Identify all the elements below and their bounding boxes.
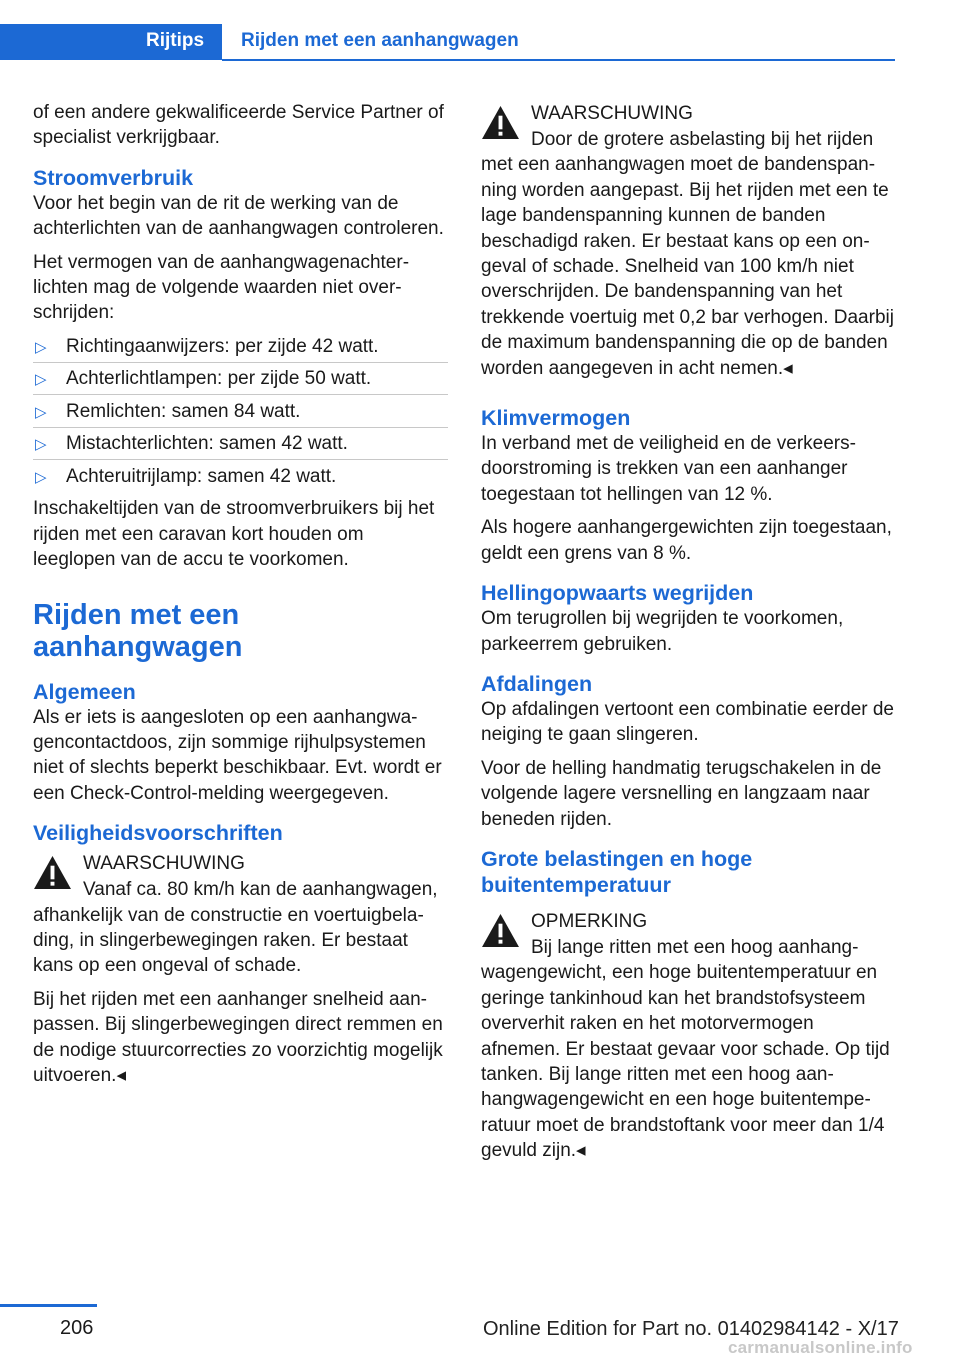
- heading-afdalingen: Afdalingen: [481, 671, 593, 696]
- veiligheid-paragraph: Bij het rijden met een aanhanger snelheid aanpassen. Bij slingerbewegingen direct remmen en de nodige stuurcorrecties zo voorzichtig mogelijk uitvoeren.◂: [33, 988, 443, 1087]
- list-divider: [33, 427, 448, 428]
- footer-rule: [0, 1304, 97, 1307]
- list-item: [33, 431, 448, 456]
- list-item: [33, 399, 448, 424]
- main-heading: Rijden met een aanhangwagen: [33, 598, 243, 663]
- warning-block: [33, 850, 448, 979]
- heading-veiligheidsvoorschriften: Veiligheidsvoorschriften: [33, 821, 283, 846]
- right-column: [481, 100, 896, 1172]
- stroom-paragraph-2: Het vermogen van de aanhangwagenachterlichten mag de volgende waarden niet overschrijden:: [33, 251, 410, 324]
- list-item: [33, 464, 448, 489]
- triangle-bullet-icon: ▷: [35, 468, 47, 486]
- triangle-bullet-icon: ▷: [35, 371, 47, 389]
- warning-label: WAARSCHUWING: [83, 853, 245, 875]
- klim-paragraph-1: In verband met de veiligheid en de verkeersdoorstroming is trekken van een aanhanger toegestaan tot hellingen van 12 %.: [481, 433, 856, 505]
- warning-triangle-icon: [481, 913, 520, 948]
- afdaling-paragraph-1: Op afdalingen vertoont een combinatie eerder de neiging te gaan slingeren.: [481, 698, 894, 746]
- warning-label: WAARSCHUWING: [531, 103, 693, 124]
- warning-text-1: Vanaf ca. 80 km/h kan de aanhangwagen, afhankelijk van de constructie en voertuigbelading, in slingerbewegingen raken. Er bestaat kans op een ongeval of schade.: [33, 879, 438, 977]
- algemeen-paragraph: Als er iets is aangesloten op een aanhangwagencontactdoos, zijn sommige rijhulpsystemen niet of slechts beperkt beschikbaar. Evt. wordt er een Check-Control-melding weergegeven.: [33, 706, 442, 804]
- page-header: [0, 24, 895, 62]
- helling-paragraph: Om terugrollen bij wegrijden te voorkomen, parkeerrem gebruiken.: [481, 608, 844, 655]
- stroom-paragraph-3: Inschakeltijden van de stroomverbruikers bij het rijden met een caravan kort houden om leeglopen van de accu te voorkomen.: [33, 498, 435, 571]
- warning-block: [481, 100, 896, 381]
- list-divider: [33, 362, 448, 363]
- heading-grote-belastingen: Grote belastingen en hoge buitentemperatuur: [481, 846, 753, 897]
- warning-triangle-icon: [33, 855, 72, 890]
- warning-triangle-icon: [481, 105, 520, 140]
- heading-klimvermogen: Klimvermogen: [481, 406, 631, 431]
- list-item-label: Achteruitrijlamp: samen 42 watt.: [66, 465, 337, 487]
- note-text: Bij lange ritten met een hoog aanhangwagengewicht, een hoge buitentemperatuur en geringe tankinhoud kan het brandstofsysteem oververhit raken en het motorvermogen afnemen. Er bestaat gevaar voor schade. Op tijd tanken. Bij lange ritten met een hoog aanhangwagengewicht en een hoge buitentemperatuur moet de brandstoftank voor meer dan 1/4 gevuld zijn.◂: [481, 936, 890, 1162]
- note-label: OPMERKING: [531, 910, 648, 932]
- list-divider: [33, 394, 448, 395]
- triangle-bullet-icon: ▷: [35, 403, 47, 421]
- heading-algemeen: Algemeen: [33, 679, 136, 704]
- afdaling-paragraph-2: Voor de helling handmatig terugschakelen in de volgende lagere versnelling en langzaam naar beneden rijden.: [481, 757, 882, 830]
- page-number: 206: [60, 1317, 94, 1339]
- list-item-label: Mistachterlichten: samen 42 watt.: [66, 433, 348, 455]
- warning-text-block: [33, 877, 448, 979]
- list-divider: [33, 459, 448, 460]
- list-item: [33, 334, 448, 359]
- klim-paragraph-2: Als hogere aanhangergewichten zijn toegestaan, geldt een grens van 8 %.: [481, 517, 892, 564]
- header-rule: [222, 59, 895, 61]
- triangle-bullet-icon: ▷: [35, 436, 47, 454]
- intro-paragraph: of een andere gekwalificeerde Service Partner of specialist verkrijgbaar.: [33, 102, 444, 149]
- list-item-label: Remlichten: samen 84 watt.: [66, 400, 301, 422]
- stroom-paragraph-1: Voor het begin van de rit de werking van de achterlichten van de aanhangwagen controleren.: [33, 192, 444, 240]
- heading-stroomverbruik: Stroomverbruik: [33, 165, 194, 190]
- warning-text: Door de grotere asbelasting bij het rijden met een aanhangwagen moet de bandenspanning worden aangepast. Bij het rijden met een te lage bandenspanning kunnen de banden beschadigd raken. Er bestaat kans op een ongeval of schade. Snelheid van 100 km/h niet overschrijden. De bandenspanning van het trekkende voertuig met 0,2 bar verhogen. Daarbij de maximum bandenspanning die op de banden worden aangegeven in acht nemen.◂: [481, 129, 894, 379]
- left-column: [33, 100, 448, 1096]
- triangle-bullet-icon: ▷: [35, 338, 47, 356]
- header-section-title: Rijtips: [146, 30, 205, 51]
- list-item-label: Achterlichtlampen: per zijde 50 watt.: [66, 368, 372, 390]
- header-chapter-title: Rijden met een aanhangwagen: [241, 30, 519, 51]
- wattage-list: [33, 334, 448, 489]
- list-item: [33, 366, 448, 391]
- list-item-label: Richtingaanwijzers: per zijde 42 watt.: [66, 335, 379, 357]
- note-block: [481, 908, 896, 1164]
- heading-hellingopwaarts: Hellingopwaarts wegrijden: [481, 581, 754, 606]
- edition-note: Online Edition for Part no. 01402984142 - X/17: [483, 1318, 899, 1340]
- watermark: carmanualsonline.info: [728, 1338, 913, 1357]
